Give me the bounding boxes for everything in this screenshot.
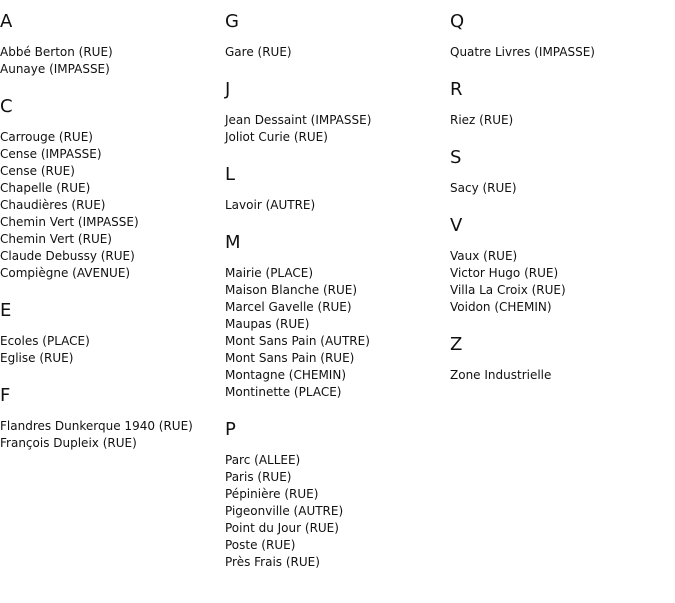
- street-list: [0, 333, 225, 367]
- street-link[interactable]: Marcel Gavelle (RUE): [225, 300, 352, 314]
- street-link[interactable]: Jean Dessaint (IMPASSE): [225, 113, 372, 127]
- street-link[interactable]: François Dupleix (RUE): [0, 436, 137, 450]
- letter-heading: S: [450, 147, 462, 168]
- street-list: [0, 44, 225, 78]
- letter-heading: P: [225, 419, 236, 440]
- street-list: [450, 248, 675, 316]
- street-link[interactable]: Vaux (RUE): [450, 249, 518, 263]
- street-link[interactable]: Riez (RUE): [450, 113, 514, 127]
- street-link[interactable]: Chapelle (RUE): [0, 181, 91, 195]
- letter-section: [0, 384, 225, 452]
- street-link[interactable]: Aunaye (IMPASSE): [0, 62, 110, 76]
- street-link[interactable]: Pépinière (RUE): [225, 487, 319, 501]
- street-link[interactable]: Chemin Vert (IMPASSE): [0, 215, 139, 229]
- letter-section: [450, 78, 675, 129]
- street-list: [450, 44, 675, 61]
- letter-heading: R: [450, 79, 463, 100]
- letter-heading: J: [225, 79, 231, 100]
- letter-heading: G: [225, 11, 239, 32]
- letter-section: [450, 10, 675, 61]
- street-link[interactable]: Mairie (PLACE): [225, 266, 314, 280]
- street-link[interactable]: Claude Debussy (RUE): [0, 249, 135, 263]
- street-list: [225, 265, 450, 401]
- street-link[interactable]: Flandres Dunkerque 1940 (RUE): [0, 419, 193, 433]
- letter-section: [450, 214, 675, 316]
- street-list: [225, 112, 450, 146]
- street-link[interactable]: Montinette (PLACE): [225, 385, 342, 399]
- letter-heading: Z: [450, 334, 463, 355]
- street-list: [450, 367, 675, 384]
- street-list: [225, 44, 450, 61]
- street-link[interactable]: Quatre Livres (IMPASSE): [450, 45, 595, 59]
- street-link[interactable]: Abbé Berton (RUE): [0, 45, 113, 59]
- street-link[interactable]: Montagne (CHEMIN): [225, 368, 346, 382]
- street-link[interactable]: Chemin Vert (RUE): [0, 232, 112, 246]
- street-link[interactable]: Eglise (RUE): [0, 351, 74, 365]
- letter-heading: E: [0, 300, 12, 321]
- street-link[interactable]: Paris (RUE): [225, 470, 292, 484]
- letter-section: [0, 10, 225, 78]
- letter-section: [450, 146, 675, 197]
- street-list: [225, 452, 450, 571]
- street-link[interactable]: Victor Hugo (RUE): [450, 266, 559, 280]
- street-link[interactable]: Zone Industrielle: [450, 368, 552, 382]
- street-link[interactable]: Parc (ALLEE): [225, 453, 301, 467]
- street-list: [450, 112, 675, 129]
- letter-section: [450, 333, 675, 384]
- street-link[interactable]: Chaudières (RUE): [0, 198, 106, 212]
- street-link[interactable]: Mont Sans Pain (RUE): [225, 351, 355, 365]
- street-link[interactable]: Lavoir (AUTRE): [225, 198, 316, 212]
- letter-section: [225, 163, 450, 214]
- letter-heading: V: [450, 215, 463, 236]
- street-link[interactable]: Villa La Croix (RUE): [450, 283, 566, 297]
- street-link[interactable]: Mont Sans Pain (AUTRE): [225, 334, 370, 348]
- street-link[interactable]: Cense (RUE): [0, 164, 75, 178]
- street-list: [225, 197, 450, 214]
- letter-section: [225, 231, 450, 401]
- letter-heading: M: [225, 232, 241, 253]
- letter-section: [0, 95, 225, 282]
- street-link[interactable]: Voidon (CHEMIN): [450, 300, 552, 314]
- letter-heading: Q: [450, 11, 465, 32]
- letter-section: [225, 10, 450, 61]
- street-link[interactable]: Près Frais (RUE): [225, 555, 320, 569]
- street-link[interactable]: Carrouge (RUE): [0, 130, 93, 144]
- street-link[interactable]: Sacy (RUE): [450, 181, 517, 195]
- index-column: [225, 10, 450, 588]
- letter-heading: A: [0, 11, 13, 32]
- street-link[interactable]: Compiègne (AVENUE): [0, 266, 131, 280]
- letter-heading: L: [225, 164, 236, 185]
- street-link[interactable]: Poste (RUE): [225, 538, 296, 552]
- street-link[interactable]: Point du Jour (RUE): [225, 521, 339, 535]
- street-link[interactable]: Maupas (RUE): [225, 317, 310, 331]
- letter-heading: C: [0, 96, 13, 117]
- street-link[interactable]: Cense (IMPASSE): [0, 147, 102, 161]
- letter-heading: F: [0, 385, 11, 406]
- letter-section: [225, 418, 450, 571]
- index-column: [450, 10, 675, 401]
- street-link[interactable]: Gare (RUE): [225, 45, 292, 59]
- street-link[interactable]: Pigeonville (AUTRE): [225, 504, 344, 518]
- street-list: [0, 129, 225, 282]
- index-column: [0, 10, 225, 469]
- street-list: [0, 418, 225, 452]
- street-link[interactable]: Ecoles (PLACE): [0, 334, 90, 348]
- street-link[interactable]: Joliot Curie (RUE): [225, 130, 328, 144]
- street-link[interactable]: Maison Blanche (RUE): [225, 283, 358, 297]
- letter-section: [225, 78, 450, 146]
- street-list: [450, 180, 675, 197]
- letter-section: [0, 299, 225, 367]
